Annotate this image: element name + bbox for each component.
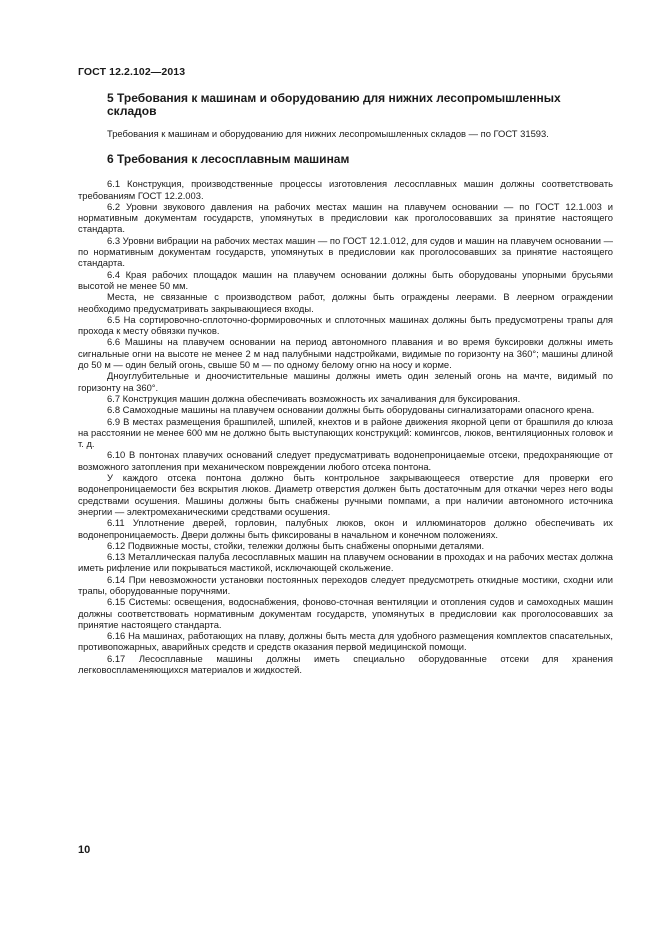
- paragraph: 6.1 Конструкция, производственные процессы изготовления лесосплавных машин должны соответствовать требованиям ГОСТ 12.2.003.: [78, 178, 613, 201]
- paragraph: 6.14 При невозможности установки постоянных переходов следует предусмотреть откидные мостики, сходни или трапы, оборудованные поручнями.: [78, 573, 613, 596]
- section-6-body: [78, 178, 613, 675]
- paragraph: 6.4 Края рабочих площадок машин на плавучем основании должны быть оборудованы упорными брусьями высотой не менее 50 мм.: [78, 268, 613, 291]
- paragraph: 6.5 На сортировочно-сплоточно-формировочных и сплоточных машинах должны быть предусмотрены трапы для прохода к месту обвязки пучков.: [78, 313, 613, 337]
- paragraph: 6.16 На машинах, работающих на плаву, должны быть места для удобного размещения комплектов спасательных, противопожарных, аварийных средств и средств оказания первой медицинской помощи.: [78, 630, 613, 653]
- paragraph: 6.8 Самоходные машины на плавучем основании должны быть оборудованы сигнализаторами опасного крена.: [107, 404, 595, 416]
- paragraph: 6.10 В понтонах плавучих оснований следует предусматривать водонепроницаемые отсеки, предохраняющие от возможного затопления при механическом повреждении любого отсека понтона.: [78, 449, 613, 472]
- paragraph: Требования к машинам и оборудованию для нижних лесопромышленных складов — по ГОСТ 31593.: [107, 128, 549, 139]
- section-5-title: 5 Требования к машинам и оборудованию для нижних лесопромышленных складов: [107, 91, 561, 118]
- paragraph: У каждого отсека понтона должно быть контрольное закрывающееся отверстие для проверки его водонепроницаемости без вскрытия люков. Диаметр отверстия должен быть достаточным для откачки через него воды средствами осушения. Машины должны быть снабжены ручными помпами, а при наличии автономного источника энергии — электромеханическими средствами осушения.: [78, 472, 613, 517]
- paragraph: 6.17 Лесосплавные машины должны иметь специально оборудованные отсеки для хранения легковоспламеняющихся материалов и жидкостей.: [78, 652, 613, 676]
- paragraph: 6.6 Машины на плавучем основании на период автономного плавания и во время буксировки должны иметь сигнальные огни на высоте не менее 2 м над палубными надстройками, видимые по горизонту на 360°; машины длиной до 50 м — один белый огонь, свыше 50 м — по одному белому огню на носу и корме.: [78, 336, 613, 371]
- section-5-body: [78, 128, 613, 139]
- paragraph: 6.13 Металлическая палуба лесосплавных машин на плавучем основании в проходах и на рабочих местах должна иметь рифление или покрываться мастикой, исключающей скольжение.: [78, 551, 613, 574]
- section-6-title: 6 Требования к лесосплавным машинам: [107, 152, 350, 167]
- paragraph: 6.7 Конструкция машин должна обеспечивать возможность их зачаливания для буксирования.: [107, 392, 521, 404]
- paragraph: 6.3 Уровни вибрации на рабочих местах машин — по ГОСТ 12.1.012, для судов и машин на плавучем основании — по нормативным документам государств, упомянутых в предисловии как проголосовавших за принятие настоящего стандарта.: [78, 234, 613, 269]
- paragraph: 6.15 Системы: освещения, водоснабжения, фоново-сточная вентиляции и отопления судов и самоходных машин должны соответствовать нормативным документам государств, упомянутых в предисловии как проголосовавших за принятие настоящего стандарта.: [78, 596, 613, 630]
- paragraph: 6.11 Уплотнение дверей, горловин, палубных люков, окон и иллюминаторов должно обеспечивать их водонепроницаемость. Двери должны быть фиксированы в начальном и конечном положениях.: [78, 517, 613, 540]
- paragraph: 6.2 Уровни звукового давления на рабочих местах машин на плавучем основании — по ГОСТ 12.1.003 и нормативным документам государств, упомянутых в предисловии как проголосовавших за принятие настоящего стандарта.: [78, 200, 613, 235]
- page-number: 10: [78, 844, 91, 856]
- document-id-header: ГОСТ 12.2.102—2013: [78, 66, 186, 78]
- paragraph: 6.9 В местах размещения брашпилей, шпилей, кнехтов и в районе движения якорной цепи от брашпиля до клюза на расстоянии не менее 600 мм не должно быть выступающих конструкций: комингсов, люков, вентиляционных головок и т. д.: [78, 415, 613, 450]
- paragraph: Дноуглубительные и дноочистительные машины должны иметь один зеленый огонь на мачте, видимый по горизонту на 360°.: [78, 370, 613, 393]
- document-body: [78, 92, 613, 675]
- paragraph: Места, не связанные с производством работ, должны быть ограждены леерами. В леерном ограждении необходимо предусматривать закрывающиеся входы.: [78, 291, 613, 314]
- paragraph: 6.12 Подвижные мосты, стойки, тележки должны быть снабжены опорными деталями.: [107, 539, 485, 551]
